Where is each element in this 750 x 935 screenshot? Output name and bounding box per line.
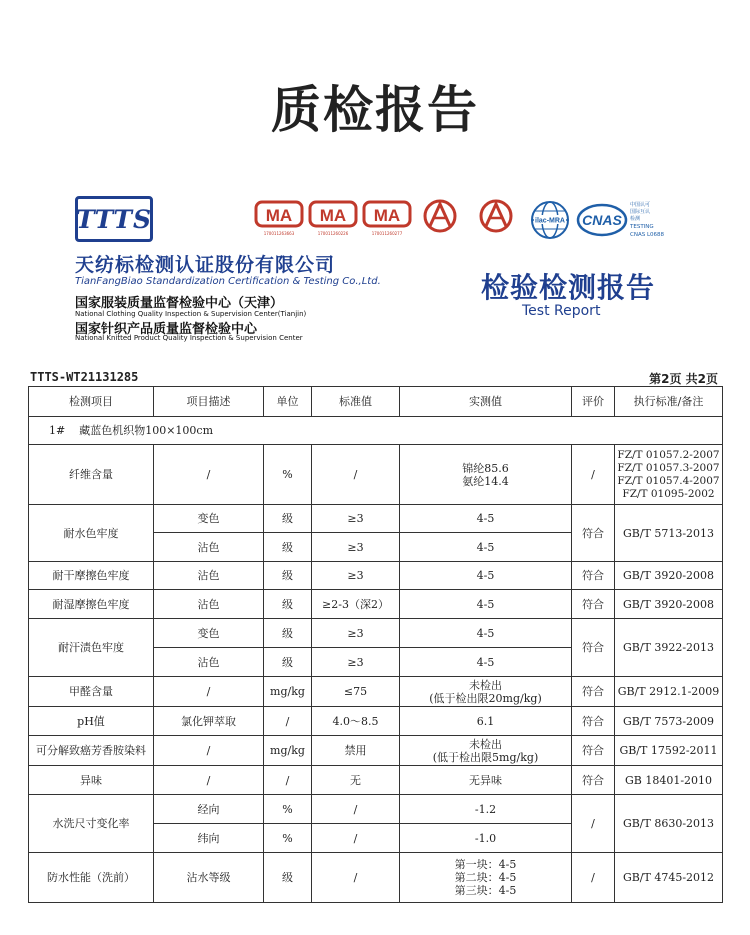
cal-seal-icon <box>476 198 516 240</box>
unit-cell: % <box>264 795 312 824</box>
std-cell: ≥3 <box>312 619 400 648</box>
table-row <box>29 505 723 533</box>
desc-cell: 氯化钾萃取 <box>154 707 264 736</box>
unit-cell: 级 <box>264 648 312 677</box>
report-title-en: Test Report <box>522 303 601 319</box>
desc-cell: 变色 <box>154 619 264 648</box>
certification-marks <box>254 198 674 244</box>
cnas-line-5: CNAS L0688 <box>630 232 665 238</box>
ma-text: MA <box>265 206 293 225</box>
item-cell: pH值 <box>29 707 154 736</box>
cnas-logo-icon <box>576 198 676 244</box>
measured-line: 第三块：4-5 <box>454 884 517 897</box>
standard-line: FZ/T 01057.3-2007 <box>617 461 720 474</box>
table-header-row <box>29 387 723 417</box>
unit-cell: % <box>264 824 312 853</box>
header-cell: 项目描述 <box>154 387 264 417</box>
unit-cell: 级 <box>264 590 312 619</box>
header-cell: 检测项目 <box>29 387 154 417</box>
standard-line: FZ/T 01095-2002 <box>622 487 715 500</box>
table-row <box>29 736 723 766</box>
measured-line: 未检出 <box>469 737 502 751</box>
ma-mark-2 <box>308 198 358 236</box>
ilac-mark <box>530 198 580 244</box>
measured-cell: -1.2 <box>400 795 572 824</box>
measured-cell: 4-5 <box>400 619 572 648</box>
center1-name-en: National Clothing Quality Inspection & Supervision Center(Tianjin) <box>75 310 307 318</box>
page-title: 质检报告 <box>271 81 479 139</box>
item-cell: 甲醛含量 <box>29 677 154 707</box>
cnas-mark <box>576 198 676 244</box>
eval-cell: / <box>572 853 615 903</box>
std-cell: 4.0～8.5 <box>312 707 400 736</box>
eval-cell: 符合 <box>572 590 615 619</box>
unit-cell: / <box>264 707 312 736</box>
measured-cell <box>400 853 572 903</box>
cal-mark-2 <box>476 198 526 240</box>
ma-number: 170011260277 <box>371 231 403 236</box>
desc-cell: / <box>154 677 264 707</box>
desc-cell: / <box>154 766 264 795</box>
cnas-line-4: TESTING <box>630 224 654 230</box>
standard-line: FZ/T 01057.2-2007 <box>617 448 720 461</box>
std-cell: ≥3 <box>312 505 400 533</box>
std-cell: ≥3 <box>312 562 400 590</box>
report-title-cn: 检验检测报告 <box>481 271 656 304</box>
std-cell: ≥3 <box>312 648 400 677</box>
unit-cell: 级 <box>264 619 312 648</box>
standard-cell: GB/T 3920-2008 <box>615 562 723 590</box>
standard-cell: GB/T 5713-2013 <box>615 505 723 562</box>
cal-mark-1 <box>420 198 470 240</box>
eval-cell: / <box>572 445 615 505</box>
cnas-line-3: 检测 <box>630 216 641 222</box>
item-cell: 纤维含量 <box>29 445 154 505</box>
ma-seal-icon <box>308 198 358 230</box>
unit-cell: mg/kg <box>264 736 312 766</box>
center2-name-cn: 国家针织产品质量监督检验中心 <box>75 322 258 337</box>
unit-cell: % <box>264 445 312 505</box>
sample-number: 1# <box>49 424 66 437</box>
desc-cell: 经向 <box>154 795 264 824</box>
ttts-logo <box>75 196 153 242</box>
measured-line: (低于检出限20mg/kg) <box>429 691 542 705</box>
header-cell: 实测值 <box>400 387 572 417</box>
desc-cell: 变色 <box>154 505 264 533</box>
eval-cell: 符合 <box>572 505 615 562</box>
item-cell: 耐湿摩擦色牢度 <box>29 590 154 619</box>
eval-cell: 符合 <box>572 707 615 736</box>
std-cell: 禁用 <box>312 736 400 766</box>
desc-cell: / <box>154 445 264 505</box>
sample-row <box>29 417 723 445</box>
standard-cell: GB 18401-2010 <box>615 766 723 795</box>
desc-cell: 沾色 <box>154 533 264 562</box>
item-cell: 耐水色牢度 <box>29 505 154 562</box>
std-cell: / <box>312 853 400 903</box>
unit-cell: mg/kg <box>264 677 312 707</box>
measured-cell: 无异味 <box>400 766 572 795</box>
center2-name-en: National Knitted Product Quality Inspection & Supervision Center <box>75 334 303 342</box>
item-cell: 防水性能（洗前） <box>29 853 154 903</box>
header-cell: 单位 <box>264 387 312 417</box>
eval-cell: 符合 <box>572 562 615 590</box>
page-info: 第2页 共2页 <box>649 372 718 386</box>
standard-cell: GB/T 3920-2008 <box>615 590 723 619</box>
measured-line: 氨纶14.4 <box>462 474 509 488</box>
desc-cell: / <box>154 736 264 766</box>
measured-cell: 4-5 <box>400 505 572 533</box>
table-row <box>29 562 723 590</box>
ma-text: MA <box>373 206 401 225</box>
company-name-cn: 天纺标检测认证股份有限公司 <box>75 254 336 276</box>
measured-cell <box>400 677 572 707</box>
eval-cell: 符合 <box>572 677 615 707</box>
item-cell: 水洗尺寸变化率 <box>29 795 154 853</box>
desc-cell: 沾色 <box>154 590 264 619</box>
cnas-line-1: 中国认可 <box>630 202 651 208</box>
table-row <box>29 590 723 619</box>
center1-name-cn: 国家服装质量监督检验中心（天津） <box>75 296 284 311</box>
ma-mark-3 <box>362 198 412 236</box>
ma-number: 170011260226 <box>317 231 349 236</box>
desc-cell: 沾色 <box>154 562 264 590</box>
cal-seal-icon <box>420 198 460 240</box>
table-row <box>29 445 723 505</box>
ma-seal-icon <box>362 198 412 230</box>
table-row <box>29 795 723 824</box>
std-cell: ≥3 <box>312 533 400 562</box>
item-cell: 耐干摩擦色牢度 <box>29 562 154 590</box>
eval-cell: 符合 <box>572 736 615 766</box>
std-cell: ≤75 <box>312 677 400 707</box>
sample-cell <box>29 417 723 445</box>
ilac-text: ilac-MRA <box>535 217 565 225</box>
std-cell: / <box>312 824 400 853</box>
unit-cell: 级 <box>264 505 312 533</box>
unit-cell: / <box>264 766 312 795</box>
standard-cell: GB/T 2912.1-2009 <box>615 677 723 707</box>
measured-cell: -1.0 <box>400 824 572 853</box>
measured-line: 未检出 <box>469 678 502 692</box>
header-cell: 标准值 <box>312 387 400 417</box>
measured-cell <box>400 445 572 505</box>
unit-cell: 级 <box>264 562 312 590</box>
standard-line: FZ/T 01057.4-2007 <box>617 474 720 487</box>
table-row <box>29 707 723 736</box>
unit-cell: 级 <box>264 533 312 562</box>
eval-cell: 符合 <box>572 766 615 795</box>
unit-cell: 级 <box>264 853 312 903</box>
standard-cell: GB/T 7573-2009 <box>615 707 723 736</box>
measured-line: 第二块：4-5 <box>454 871 517 884</box>
measured-line: 第一块：4-5 <box>454 858 517 871</box>
ma-number: 170011263663 <box>263 231 295 236</box>
standard-cell <box>615 445 723 505</box>
cnas-text: CNAS <box>582 212 622 228</box>
company-name-en: TianFangBiao Standardization Certification & Testing Co.,Ltd. <box>75 276 381 287</box>
ma-mark-1 <box>254 198 304 236</box>
standard-cell: GB/T 8630-2013 <box>615 795 723 853</box>
desc-cell: 纬向 <box>154 824 264 853</box>
item-cell: 异味 <box>29 766 154 795</box>
measured-cell: 4-5 <box>400 562 572 590</box>
std-cell: 无 <box>312 766 400 795</box>
measured-line: (低于检出限5mg/kg) <box>432 750 539 764</box>
ilac-globe-icon <box>530 198 570 244</box>
std-cell: ≥2-3（深2） <box>312 590 400 619</box>
header-cell: 执行标准/备注 <box>615 387 723 417</box>
sample-description: 藏蓝色机织物100×100cm <box>79 424 214 437</box>
desc-cell: 沾水等级 <box>154 853 264 903</box>
item-cell: 可分解致癌芳香胺染料 <box>29 736 154 766</box>
table-row <box>29 853 723 903</box>
measured-line: 锦纶85.6 <box>462 461 509 475</box>
std-cell: / <box>312 445 400 505</box>
standard-cell: GB/T 4745-2012 <box>615 853 723 903</box>
header-cell: 评价 <box>572 387 615 417</box>
test-results-table <box>28 386 723 903</box>
cnas-line-2: 国际互认 <box>630 209 651 215</box>
eval-cell: / <box>572 795 615 853</box>
measured-cell: 4-5 <box>400 648 572 677</box>
standard-cell: GB/T 17592-2011 <box>615 736 723 766</box>
table-row <box>29 766 723 795</box>
eval-cell: 符合 <box>572 619 615 677</box>
ma-seal-icon <box>254 198 304 230</box>
report-number: TTTS-WT21131285 <box>30 370 139 384</box>
desc-cell: 沾色 <box>154 648 264 677</box>
standard-cell: GB/T 3922-2013 <box>615 619 723 677</box>
table-row <box>29 677 723 707</box>
item-cell: 耐汗渍色牢度 <box>29 619 154 677</box>
measured-cell: 6.1 <box>400 707 572 736</box>
std-cell: / <box>312 795 400 824</box>
table-row <box>29 619 723 648</box>
measured-cell <box>400 736 572 766</box>
ma-text: MA <box>319 206 347 225</box>
logo-text: TTTS <box>75 204 153 234</box>
measured-cell: 4-5 <box>400 533 572 562</box>
measured-cell: 4-5 <box>400 590 572 619</box>
